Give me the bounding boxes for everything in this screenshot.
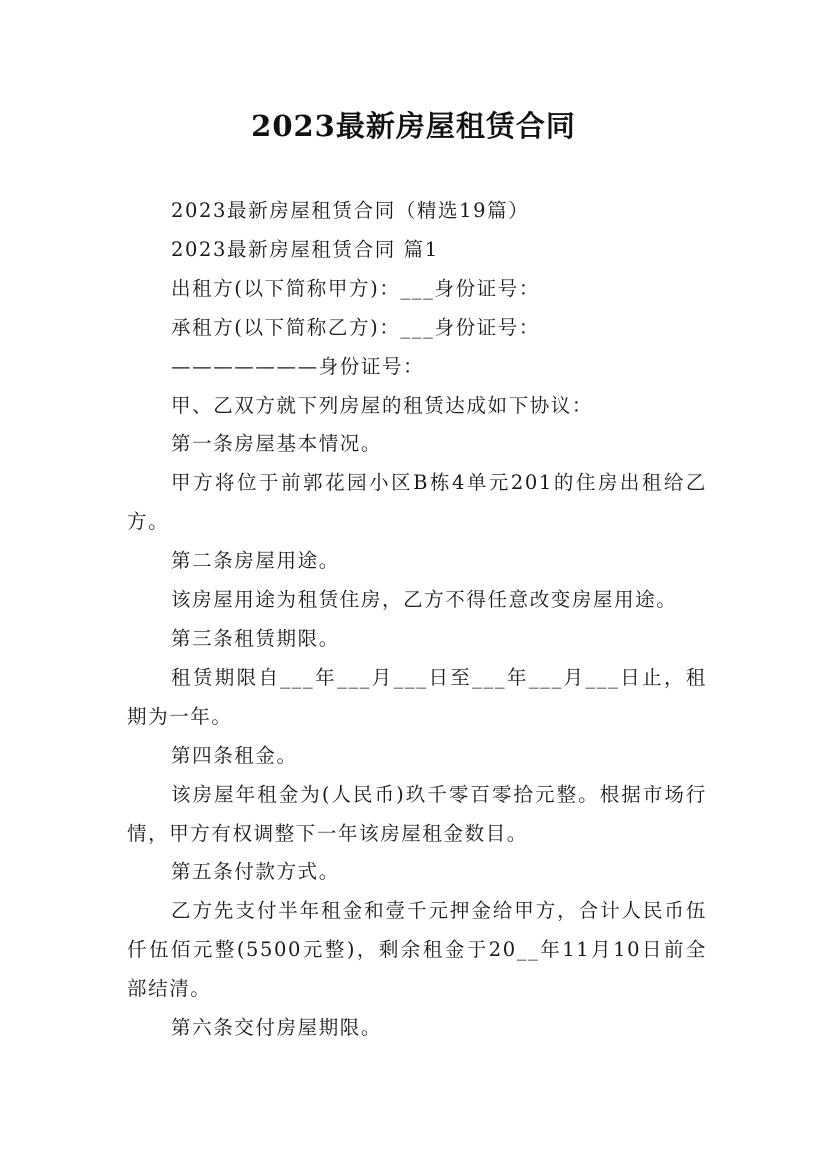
clause-heading-1: 第一条房屋基本情况。 <box>171 432 383 456</box>
clause-heading-5: 第五条付款方式。 <box>171 860 340 884</box>
paragraph-section-heading: 2023最新房屋租赁合同 篇1 <box>171 237 439 261</box>
clause-body-4: 该房屋年租金为(人民币)玖千零百零拾元整。根据市场行情，甲方有权调整下一年该房屋租金数目。 <box>127 782 707 845</box>
clause-heading-4: 第四条租金。 <box>171 743 298 767</box>
clause-body-2: 该房屋用途为租赁住房，乙方不得任意改变房屋用途。 <box>171 588 678 612</box>
clause-heading-3: 第三条租赁期限。 <box>171 626 340 650</box>
clause-heading-2: 第二条房屋用途。 <box>171 549 340 573</box>
clause-body-1: 甲方将位于前郭花园小区B栋4单元201的住房出租给乙方。 <box>127 471 707 534</box>
paragraph-lessor: 出租方(以下简称甲方)：___身份证号： <box>171 276 540 300</box>
clause-body-5: 乙方先支付半年租金和壹千元押金给甲方，合计人民币伍仟伍佰元整(5500元整)，剩余租金于20__年11月10日前全部结清。 <box>127 899 707 1001</box>
document-body <box>127 192 707 1048</box>
paragraph-lessee: 承租方(以下简称乙方)：___身份证号： <box>171 315 540 339</box>
document-title: 2023最新房屋租赁合同 <box>251 109 576 143</box>
paragraph-agreement: 甲、乙双方就下列房屋的租赁达成如下协议： <box>171 393 594 417</box>
clause-body-3: 租赁期限自___年___月___日至___年___月___日止，租期为一年。 <box>127 665 707 728</box>
paragraph-subtitle: 2023最新房屋租赁合同（精选19篇） <box>171 199 530 222</box>
paragraph-id-line: ———————身份证号： <box>171 354 425 378</box>
clause-heading-6: 第六条交付房屋期限。 <box>171 1016 383 1040</box>
